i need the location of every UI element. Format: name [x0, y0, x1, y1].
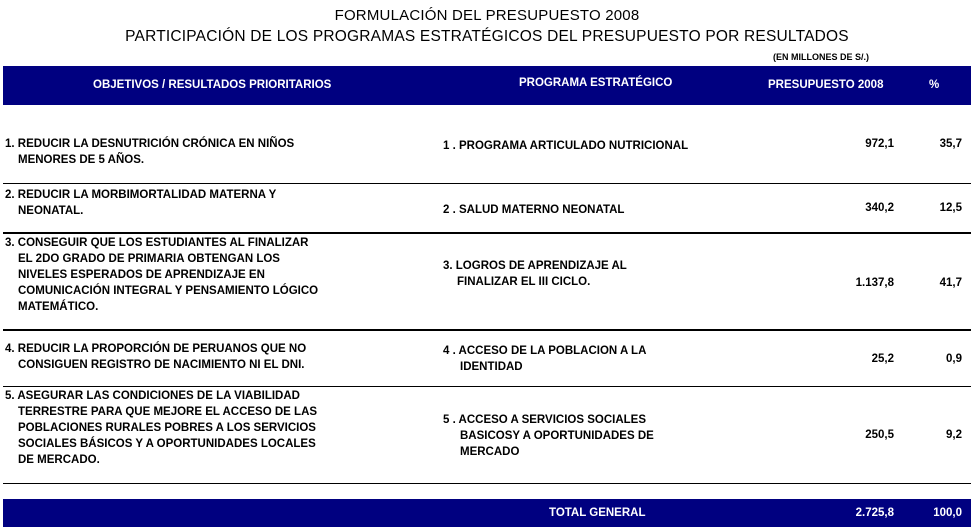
budget-value: 972,1 [865, 138, 894, 150]
program-text: 1 . PROGRAMA ARTICULADO NUTRICIONAL [443, 140, 689, 152]
budget-value: 340,2 [865, 202, 894, 214]
objective-text-continued: NEONATAL. [18, 205, 84, 217]
objective-text: 1. REDUCIR LA DESNUTRICIÓN CRÓNICA EN NIÑOS [5, 138, 295, 150]
total-percent: 100,0 [933, 507, 962, 519]
objective-cell [5, 136, 294, 168]
total-row [3, 499, 971, 527]
total-budget: 2.725,8 [855, 507, 894, 519]
column-header-program: PROGRAMA ESTRATÉGICO [519, 77, 673, 89]
table-row [3, 187, 971, 231]
program-cell [443, 412, 654, 460]
row-divider [3, 183, 971, 184]
objective-text: 5. ASEGURAR LAS CONDICIONES DE LA VIABILIDAD [5, 390, 300, 402]
percent-value: 0,9 [946, 353, 962, 365]
table-row [3, 341, 971, 385]
objective-text: 3. CONSEGUIR QUE LOS ESTUDIANTES AL FINALIZAR [5, 237, 309, 249]
budget-value: 25,2 [871, 353, 894, 365]
row-divider [3, 232, 971, 234]
program-text: 4 . ACCESO DE LA POBLACION A LA [443, 345, 647, 357]
units-note: (EN MILLONES DE S/.) [773, 52, 870, 62]
program-cell [443, 343, 646, 375]
column-header-budget: PRESUPUESTO 2008 [768, 79, 884, 91]
table-row [3, 136, 971, 182]
percent-value: 35,7 [939, 138, 962, 150]
objective-cell [5, 235, 318, 315]
program-text: 3. LOGROS DE APRENDIZAJE AL [443, 260, 627, 272]
program-cell [443, 258, 627, 290]
column-header-percent: % [929, 79, 940, 91]
percent-value: 41,7 [939, 277, 962, 289]
percent-value: 12,5 [939, 202, 962, 214]
column-header-objective: OBJETIVOS / RESULTADOS PRIORITARIOS [93, 79, 332, 91]
objective-cell [5, 388, 317, 468]
percent-value: 9,2 [946, 429, 962, 441]
objective-text-continued: EL 2DO GRADO DE PRIMARIA OBTENGAN LOS NIVELES ESPERADOS DE APRENDIZAJE EN COMUNICACIÓN INTEGRAL Y PENSAMIENTO LÓGICO MATEMÁTICO. [18, 253, 319, 313]
objective-text-continued: CONSIGUEN REGISTRO DE NACIMIENTO NI EL DNI. [18, 359, 305, 371]
program-text-continued: BASICOSY A OPORTUNIDADES DE MERCADO [460, 430, 654, 458]
row-divider [3, 386, 971, 387]
program-text: 5 . ACCESO A SERVICIOS SOCIALES [443, 414, 646, 426]
row-divider [3, 483, 971, 484]
objective-cell [5, 187, 276, 219]
program-text-continued: FINALIZAR EL III CICLO. [457, 276, 591, 288]
objective-text: 4. REDUCIR LA PROPORCIÓN DE PERUANOS QUE NO [5, 343, 307, 355]
total-label: TOTAL GENERAL [549, 507, 646, 519]
objective-text-continued: TERRESTRE PARA QUE MEJORE EL ACCESO DE LAS POBLACIONES RURALES POBRES A LOS SERVICIOS SOCIALES BÁSICOS Y A OPORTUNIDADES LOCALES DE MERCADO. [18, 406, 318, 466]
program-cell [443, 202, 624, 218]
program-text-continued: IDENTIDAD [460, 361, 523, 373]
budget-value: 1.137,8 [855, 277, 894, 289]
row-divider [3, 329, 971, 331]
table-row [3, 235, 971, 327]
budget-value: 250,5 [865, 429, 894, 441]
page-subtitle: PARTICIPACIÓN DE LOS PROGRAMAS ESTRATÉGICOS DEL PRESUPUESTO POR RESULTADOS [125, 28, 849, 45]
table-header [3, 66, 971, 105]
page-title: FORMULACIÓN DEL PRESUPUESTO 2008 [334, 7, 640, 24]
table-row [3, 388, 971, 480]
objective-text-continued: MENORES DE 5 AÑOS. [18, 154, 145, 166]
program-cell [443, 138, 688, 154]
objective-cell [5, 341, 306, 373]
objective-text: 2. REDUCIR LA MORBIMORTALIDAD MATERNA Y [5, 189, 277, 201]
program-text: 2 . SALUD MATERNO NEONATAL [443, 204, 625, 216]
